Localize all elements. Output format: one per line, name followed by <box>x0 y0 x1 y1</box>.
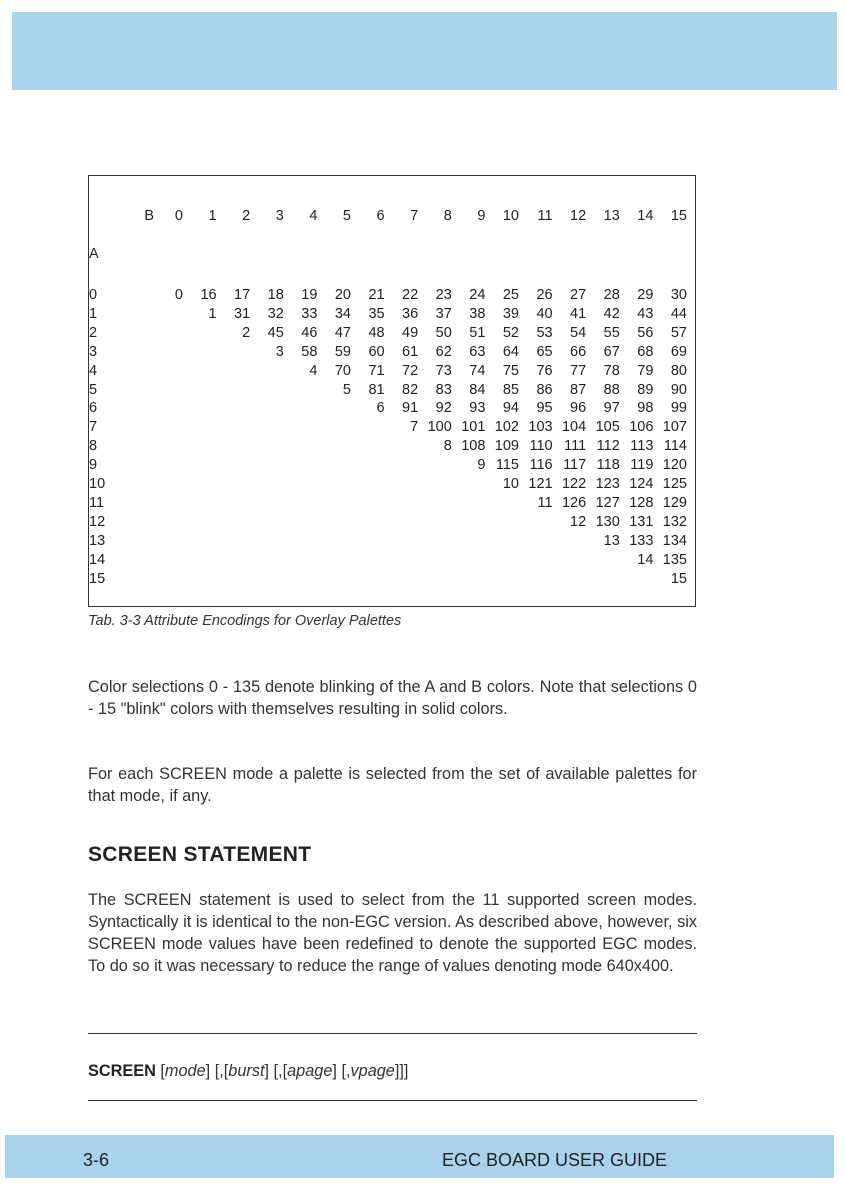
table-cell: 81 <box>368 381 385 398</box>
column-header: 1 <box>208 208 217 224</box>
table-cell: 10 <box>502 476 519 492</box>
table-cell: 96 <box>570 400 587 417</box>
table-cell: 65 <box>536 343 553 360</box>
table-cell: 66 <box>570 343 587 360</box>
table-cell: 93 <box>469 400 486 417</box>
table-cell: 87 <box>570 381 587 398</box>
table-cell: 13 <box>603 532 620 549</box>
table-cell: 41 <box>570 305 587 322</box>
table-cell: 64 <box>502 343 519 360</box>
table-cell: 38 <box>469 305 486 322</box>
table-cell: 21 <box>368 287 385 303</box>
table-cell: 35 <box>368 305 385 322</box>
column-header: 5 <box>342 208 351 224</box>
table-cell: 29 <box>637 287 654 303</box>
table-cell: 134 <box>662 532 687 549</box>
syntax-punct: [ <box>155 1062 165 1080</box>
table-cell: 17 <box>234 287 251 303</box>
table-cell: 77 <box>570 362 587 379</box>
table-cell: 88 <box>603 381 620 398</box>
divider-bottom <box>88 1100 697 1101</box>
table-cell: 114 <box>663 438 687 455</box>
table-cell: 4 <box>309 362 318 379</box>
table-cell: 118 <box>596 457 620 474</box>
table-cell: 31 <box>234 305 251 322</box>
table-cell: 42 <box>603 305 620 322</box>
row-header: 8 <box>89 438 98 455</box>
table-cell: 67 <box>603 343 620 360</box>
table-cell: 8 <box>443 438 452 455</box>
table-cell: 121 <box>528 476 553 492</box>
table-cell: 7 <box>410 419 419 436</box>
table-cell: 47 <box>334 324 351 341</box>
column-header: 6 <box>376 208 385 224</box>
table-cell: 20 <box>334 287 351 303</box>
table-cell: 130 <box>595 513 620 530</box>
table-cell: 26 <box>536 287 553 303</box>
table-cell: 52 <box>502 324 519 341</box>
table-cell: 124 <box>629 476 654 492</box>
row-header: 15 <box>89 570 106 587</box>
table-cell: 99 <box>670 400 687 417</box>
table-cell: 107 <box>662 419 687 436</box>
table-cell: 44 <box>670 305 687 322</box>
table-cell: 97 <box>603 400 620 417</box>
column-header: 7 <box>410 208 419 224</box>
table-cell: 89 <box>637 381 654 398</box>
table-cell: 80 <box>670 362 687 379</box>
table-cell: 63 <box>469 343 486 360</box>
column-header: 15 <box>670 208 687 224</box>
table-cell: 79 <box>637 362 654 379</box>
table-cell: 103 <box>528 419 553 436</box>
table-cell: 5 <box>342 381 351 398</box>
table-cell: 37 <box>435 305 452 322</box>
row-header: 0 <box>89 287 98 303</box>
table-cell: 73 <box>435 362 452 379</box>
table-cell: 68 <box>637 343 654 360</box>
table-cell: 132 <box>662 513 687 530</box>
column-header: 4 <box>309 208 318 224</box>
row-header: 11 <box>89 494 105 511</box>
table-cell: 49 <box>402 324 419 341</box>
table-cell: 32 <box>267 305 284 322</box>
syntax-punct: ]]] <box>394 1062 409 1080</box>
table-cell: 86 <box>536 381 553 398</box>
table-cell: 34 <box>334 305 351 322</box>
table-cell: 16 <box>200 287 217 303</box>
table-cell: 125 <box>662 476 687 492</box>
table-cell: 76 <box>536 362 553 379</box>
table-cell: 82 <box>402 381 419 398</box>
table-cell: 6 <box>376 400 385 417</box>
table-cell: 91 <box>402 400 419 417</box>
column-header-b: B <box>144 208 154 224</box>
table-cell: 28 <box>603 287 620 303</box>
syntax-param-burst: burst <box>228 1062 265 1080</box>
table-cell: 90 <box>670 381 687 398</box>
table-cell: 116 <box>529 457 553 474</box>
table-cell: 109 <box>494 438 519 455</box>
table-cell: 54 <box>570 324 587 341</box>
column-header: 9 <box>477 208 486 224</box>
table-cell: 95 <box>536 400 553 417</box>
row-header: 7 <box>89 419 98 436</box>
table-cell: 115 <box>495 457 519 474</box>
row-header: 5 <box>89 381 98 398</box>
table-cell: 51 <box>469 324 486 341</box>
table-cell: 48 <box>368 324 385 341</box>
table-cell: 83 <box>435 381 452 398</box>
table-cell: 46 <box>301 324 318 341</box>
footer-title: EGC BOARD USER GUIDE <box>442 1150 668 1170</box>
table-cell: 110 <box>529 438 553 455</box>
table-cell: 27 <box>570 287 587 303</box>
column-header: 14 <box>637 208 654 224</box>
table-cell: 25 <box>502 287 519 303</box>
column-header: 0 <box>174 208 183 224</box>
table-cell: 9 <box>477 457 486 474</box>
table-cell: 108 <box>461 438 486 455</box>
table-cell: 105 <box>595 419 620 436</box>
syntax-param-mode: mode <box>164 1062 206 1080</box>
table-cell: 53 <box>536 324 553 341</box>
table-cell: 119 <box>630 457 654 474</box>
table-cell: 69 <box>670 343 687 360</box>
column-header: 3 <box>275 208 284 224</box>
table-cell: 74 <box>469 362 486 379</box>
row-header: 3 <box>89 343 98 360</box>
table-cell: 126 <box>561 494 587 511</box>
column-header: 13 <box>603 208 620 224</box>
syntax-punct: ] [,[ <box>264 1062 288 1080</box>
table-cell: 0 <box>174 287 183 303</box>
table-cell: 57 <box>670 324 687 341</box>
row-header: 6 <box>89 400 98 417</box>
row-header: 2 <box>89 324 98 341</box>
column-header: 12 <box>570 208 587 224</box>
table-cell: 14 <box>637 551 654 568</box>
table-cell: 55 <box>603 324 620 341</box>
table-cell: 58 <box>301 343 318 360</box>
syntax-line <box>88 1062 408 1081</box>
table-cell: 19 <box>301 287 318 303</box>
table-cell: 36 <box>402 305 419 322</box>
table-cell: 120 <box>662 457 687 474</box>
table-cell: 94 <box>502 400 519 417</box>
table-cell: 23 <box>435 287 452 303</box>
syntax-punct: ] [, <box>332 1062 351 1080</box>
header-band <box>12 12 837 90</box>
table-cell: 128 <box>629 494 654 511</box>
table-cell: 104 <box>561 419 587 436</box>
table-cell: 75 <box>502 362 519 379</box>
table-cell: 56 <box>637 324 654 341</box>
table-cell: 45 <box>267 324 284 341</box>
row-header: 10 <box>89 476 106 492</box>
table-caption: Tab. 3-3 Attribute Encodings for Overlay Palettes <box>88 613 402 629</box>
table-cell: 131 <box>629 513 654 530</box>
table-cell: 43 <box>637 305 654 322</box>
section-heading: SCREEN STATEMENT <box>88 843 312 866</box>
table-cell: 70 <box>334 362 351 379</box>
table-cell: 1 <box>208 305 217 322</box>
row-header: 14 <box>89 551 106 568</box>
row-header: 4 <box>89 362 98 379</box>
table-cell: 2 <box>242 324 251 341</box>
table-cell: 62 <box>435 343 452 360</box>
table-cell: 78 <box>603 362 620 379</box>
table-cell: 129 <box>662 494 687 511</box>
table-cell: 117 <box>563 457 587 474</box>
table-cell: 112 <box>596 438 620 455</box>
page-number: 3-6 <box>83 1150 110 1170</box>
table-cell: 12 <box>570 513 587 530</box>
column-header: 2 <box>242 208 251 224</box>
table-cell: 71 <box>368 362 385 379</box>
column-header: 8 <box>443 208 452 224</box>
paragraph-palette: For each SCREEN mode a palette is selected from the set of available palettes for that mode, if any. <box>88 765 697 805</box>
paragraph-blinking: Color selections 0 - 135 denote blinking of the A and B colors. Note that selections 0 - 15 "blink" colors with themselves resulting in solid colors. <box>88 678 697 718</box>
divider-top <box>88 1033 697 1034</box>
table-cell: 15 <box>670 570 687 587</box>
table-cell: 133 <box>629 532 654 549</box>
row-header: 12 <box>89 513 106 530</box>
table-cell: 106 <box>629 419 654 436</box>
table-cell: 127 <box>595 494 620 511</box>
syntax-punct: ] [,[ <box>205 1062 229 1080</box>
table-cell: 101 <box>461 419 486 436</box>
table-cell: 92 <box>435 400 452 417</box>
row-header-a: A <box>89 246 99 262</box>
syntax-param-apage: apage <box>287 1062 333 1080</box>
column-header: 10 <box>502 208 519 224</box>
table-cell: 18 <box>267 287 284 303</box>
table-cell: 30 <box>670 287 687 303</box>
table-cell: 98 <box>637 400 654 417</box>
paragraph-screen-statement: The SCREEN statement is used to select from the 11 supported screen modes. Syntactically it is identical to the non-EGC version. As described above, however, six SCREEN mode values have been redefined to denote the supported EGC modes. To do so it was necessary to reduce the range of values denoting mode 640x400. <box>88 891 697 975</box>
table-cell: 60 <box>368 343 385 360</box>
table-cell: 100 <box>427 419 452 436</box>
table-cell: 33 <box>301 305 318 322</box>
table-cell: 135 <box>662 551 687 568</box>
table-cell: 3 <box>275 343 284 360</box>
attribute-encodings-table <box>88 175 696 607</box>
row-header: 9 <box>89 457 98 474</box>
footer-band <box>5 1135 834 1178</box>
column-header: 11 <box>537 208 553 224</box>
table-cell: 39 <box>502 305 519 322</box>
table-cell: 50 <box>435 324 452 341</box>
syntax-keyword: SCREEN <box>88 1062 156 1080</box>
table-cell: 85 <box>502 381 519 398</box>
syntax-param-vpage: vpage <box>350 1062 395 1080</box>
table-cell: 102 <box>494 419 519 436</box>
table-cell: 72 <box>402 362 419 379</box>
table-cell: 24 <box>469 287 486 303</box>
table-cell: 11 <box>537 494 553 511</box>
table-cell: 22 <box>402 287 419 303</box>
table-cell: 84 <box>469 381 486 398</box>
table-cell: 113 <box>630 438 654 455</box>
table-cell: 122 <box>561 476 587 492</box>
table-cell: 61 <box>402 343 419 360</box>
row-header: 13 <box>89 532 106 549</box>
table-cell: 59 <box>334 343 351 360</box>
table-cell: 40 <box>536 305 553 322</box>
row-header: 1 <box>89 305 98 322</box>
table-cell: 123 <box>595 476 620 492</box>
table-cell: 111 <box>564 438 587 455</box>
